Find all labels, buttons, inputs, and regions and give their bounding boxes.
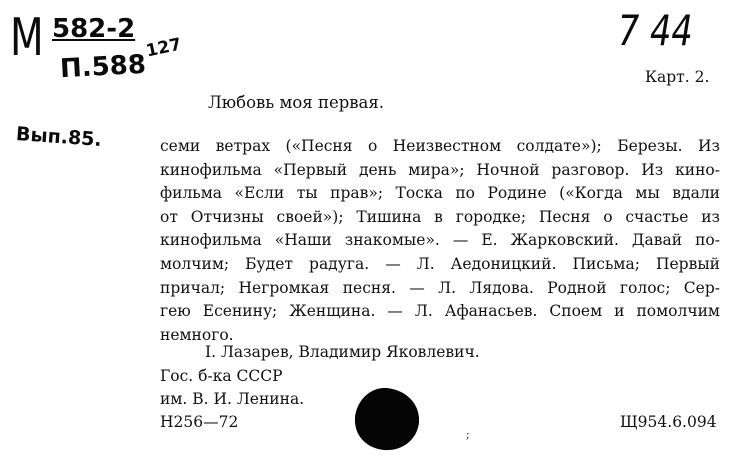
contents-line: семи ветрах («Песня о Неизвестном солдате»); Березы. Из	[160, 137, 720, 155]
author-entry: I. Лазарев, Владимир Яковлевич.	[205, 343, 480, 361]
contents-paragraph	[160, 135, 720, 347]
ink-stamp-blot	[352, 386, 422, 452]
catalog-code-left: Н256—72	[160, 413, 239, 431]
print-mark: ;	[466, 428, 470, 441]
library-name: Гос. б-ка СССР	[160, 367, 283, 385]
handwritten-corner-number: 7 44	[618, 6, 693, 55]
contents-line: немного.	[160, 325, 234, 344]
card-title: Любовь моя первая.	[208, 93, 385, 112]
handwritten-letter-m: M	[10, 8, 43, 68]
catalog-code-right: Щ954.6.094	[620, 413, 717, 431]
handwritten-small-number: 127	[144, 34, 184, 62]
handwritten-shelfmark-bottom: П.588	[59, 49, 147, 85]
handwritten-shelfmark-top: 582-2	[52, 14, 136, 44]
contents-line: молчим; Будет радуга. — Л. Аедоницкий. Письма; Первый	[160, 254, 720, 273]
card-number: Карт. 2.	[645, 68, 710, 86]
contents-line: фильма «Если ты прав»; Тоска по Родине («Когда мы вдали	[160, 184, 720, 203]
contents-line: гею Есенину; Женщина. — Л. Афанасьев. Споем и помолчим	[160, 302, 720, 321]
contents-line: причал; Негромкая песня. — Л. Лядова. Родной голос; Сер-	[160, 278, 720, 297]
contents-line: кинофильма «Первый день мира»; Ночной разговор. Из кино-	[160, 160, 720, 179]
handwritten-issue-note: Вып.85.	[15, 123, 103, 151]
contents-line: от Отчизны своей»); Тишина в городке; Песня о счастье из	[160, 207, 720, 226]
contents-line: кинофильма «Наши знакомые». — Е. Жарковский. Давай по-	[160, 231, 720, 250]
library-name-continued: им. В. И. Ленина.	[160, 390, 305, 408]
